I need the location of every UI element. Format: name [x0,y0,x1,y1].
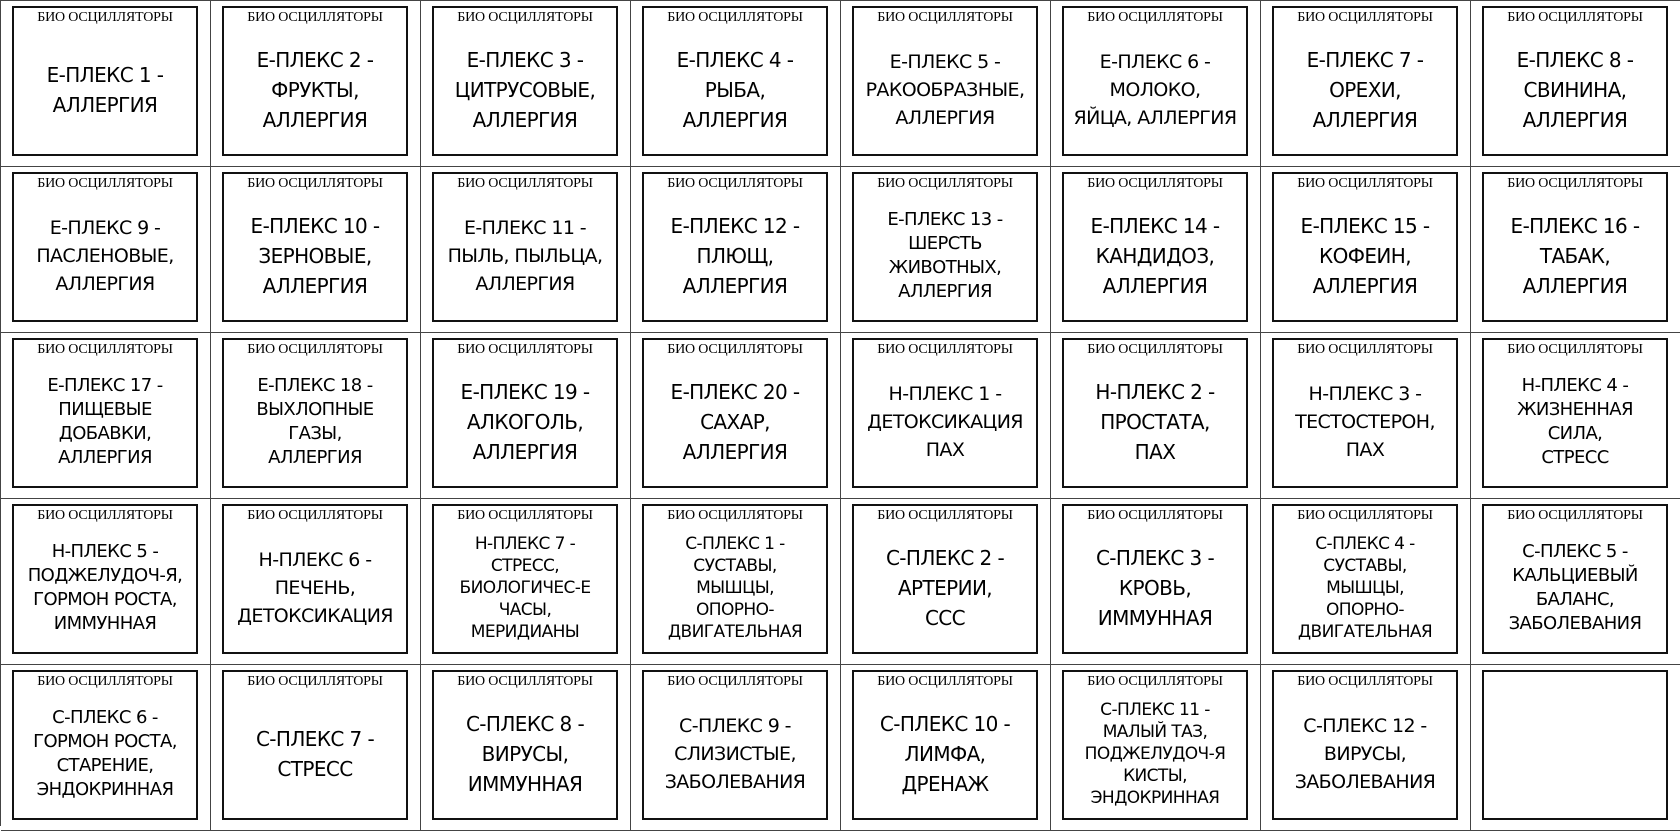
label-card [432,504,618,654]
label-cell [1471,665,1680,831]
label-card [1482,6,1668,156]
label-cell [1051,1,1261,167]
label-brand: БИО ОСЦИЛЛЯТОРЫ [37,674,173,689]
label-cell [211,1,421,167]
label-brand: БИО ОСЦИЛЛЯТОРЫ [457,674,593,689]
label-name: С-ПЛЕКС 4 - СУСТАВЫ, МЫШЦЫ, ОПОРНО- ДВИГАТЕЛЬНАЯ [1297,534,1433,642]
label-brand: БИО ОСЦИЛЛЯТОРЫ [1087,508,1223,523]
label-name: Н-ПЛЕКС 2 - ПРОСТАТА, ПАХ [1095,380,1215,464]
label-brand: БИО ОСЦИЛЛЯТОРЫ [667,342,803,357]
label-brand: БИО ОСЦИЛЛЯТОРЫ [877,176,1013,191]
label-name: Е-ПЛЕКС 18 - ВЫХЛОПНЫЕ ГАЗЫ, АЛЛЕРГИЯ [256,375,374,468]
label-brand: БИО ОСЦИЛЛЯТОРЫ [1087,10,1223,25]
label-cell [1261,167,1471,333]
label-card [222,6,408,156]
label-cell [1261,665,1471,831]
label-card [852,6,1038,156]
label-name: Е-ПЛЕКС 20 - САХАР, АЛЛЕРГИЯ [670,380,800,464]
label-brand: БИО ОСЦИЛЛЯТОРЫ [1297,10,1433,25]
label-name: Е-ПЛЕКС 1 - АЛЛЕРГИЯ [46,63,164,117]
label-card [1482,172,1668,322]
label-card [642,6,828,156]
label-cell [421,333,631,499]
label-name: С-ПЛЕКС 6 - ГОРМОН РОСТА, СТАРЕНИЕ, ЭНДОКРИННАЯ [33,707,177,800]
label-brand: БИО ОСЦИЛЛЯТОРЫ [877,674,1013,689]
label-cell [841,167,1051,333]
label-name: С-ПЛЕКС 2 - АРТЕРИИ, ССС [885,546,1005,630]
label-card [222,670,408,820]
label-card [1482,338,1668,488]
label-cell [631,333,841,499]
label-name: С-ПЛЕКС 5 - КАЛЬЦИЕВЫЙ БАЛАНС, ЗАБОЛЕВАНИЯ [1508,541,1642,634]
label-card [222,338,408,488]
label-brand: БИО ОСЦИЛЛЯТОРЫ [1507,342,1643,357]
label-name: Е-ПЛЕКС 2 - ФРУКТЫ, АЛЛЕРГИЯ [256,48,374,132]
label-card [432,338,618,488]
label-card [642,172,828,322]
label-name: С-ПЛЕКС 10 - ЛИМФА, ДРЕНАЖ [879,712,1011,796]
label-name: Е-ПЛЕКС 9 - ПАСЛЕНОВЫЕ, АЛЛЕРГИЯ [36,217,174,295]
label-brand: БИО ОСЦИЛЛЯТОРЫ [247,10,383,25]
label-cell [841,499,1051,665]
label-brand: БИО ОСЦИЛЛЯТОРЫ [247,342,383,357]
label-cell [1051,333,1261,499]
label-name: Е-ПЛЕКС 5 - РАКООБРАЗНЫЕ, АЛЛЕРГИЯ [865,51,1025,129]
label-cell [631,1,841,167]
label-brand: БИО ОСЦИЛЛЯТОРЫ [877,508,1013,523]
label-name: Н-ПЛЕКС 3 - ТЕСТОСТЕРОН, ПАХ [1295,383,1435,461]
label-brand: БИО ОСЦИЛЛЯТОРЫ [877,342,1013,357]
label-cell [841,1,1051,167]
label-card [1062,172,1248,322]
label-card [222,172,408,322]
label-cell [211,665,421,831]
label-name: С-ПЛЕКС 8 - ВИРУСЫ, ИММУННАЯ [465,712,585,796]
label-brand: БИО ОСЦИЛЛЯТОРЫ [1087,176,1223,191]
label-name: Н-ПЛЕКС 5 - ПОДЖЕЛУДОЧ-Я, ГОРМОН РОСТА, ИММУННАЯ [27,541,183,634]
label-cell [1,1,211,167]
label-card [432,172,618,322]
label-card [1062,670,1248,820]
label-cell [421,665,631,831]
label-name: Е-ПЛЕКС 17 - ПИЩЕВЫЕ ДОБАВКИ, АЛЛЕРГИЯ [47,375,163,468]
label-brand: БИО ОСЦИЛЛЯТОРЫ [1087,674,1223,689]
label-card [1062,6,1248,156]
label-brand: БИО ОСЦИЛЛЯТОРЫ [457,508,593,523]
label-brand: БИО ОСЦИЛЛЯТОРЫ [1087,342,1223,357]
label-card [12,504,198,654]
label-card [1062,504,1248,654]
label-card [1272,670,1458,820]
label-name: Н-ПЛЕКС 4 - ЖИЗНЕННАЯ СИЛА, СТРЕСС [1517,375,1633,468]
label-brand: БИО ОСЦИЛЛЯТОРЫ [457,342,593,357]
label-cell [421,1,631,167]
label-brand: БИО ОСЦИЛЛЯТОРЫ [1297,176,1433,191]
label-cell [1,167,211,333]
label-card [12,172,198,322]
label-cell [1471,167,1680,333]
label-cell [1261,333,1471,499]
label-name: Н-ПЛЕКС 6 - ПЕЧЕНЬ, ДЕТОКСИКАЦИЯ [237,549,393,627]
label-brand: БИО ОСЦИЛЛЯТОРЫ [667,508,803,523]
label-name: Е-ПЛЕКС 4 - РЫБА, АЛЛЕРГИЯ [676,48,794,132]
label-cell [1,665,211,831]
label-brand: БИО ОСЦИЛЛЯТОРЫ [457,176,593,191]
label-name: С-ПЛЕКС 1 - СУСТАВЫ, МЫШЦЫ, ОПОРНО- ДВИГАТЕЛЬНАЯ [667,534,803,642]
label-name: Е-ПЛЕКС 8 - СВИНИНА, АЛЛЕРГИЯ [1516,48,1634,132]
label-brand: БИО ОСЦИЛЛЯТОРЫ [1507,176,1643,191]
label-cell [1051,665,1261,831]
label-cell [1471,333,1680,499]
label-card [432,6,618,156]
label-name: Е-ПЛЕКС 13 - ШЕРСТЬ ЖИВОТНЫХ, АЛЛЕРГИЯ [887,209,1003,302]
label-brand: БИО ОСЦИЛЛЯТОРЫ [247,508,383,523]
label-name: Е-ПЛЕКС 11 - ПЫЛЬ, ПЫЛЬЦА, АЛЛЕРГИЯ [447,217,603,295]
label-brand: БИО ОСЦИЛЛЯТОРЫ [1297,342,1433,357]
label-cell [211,333,421,499]
label-name: Н-ПЛЕКС 7 - СТРЕСС, БИОЛОГИЧЕС-Е ЧАСЫ, МЕРИДИАНЫ [459,534,591,642]
label-cell [1261,1,1471,167]
label-card [642,504,828,654]
label-name: Е-ПЛЕКС 19 - АЛКОГОЛЬ, АЛЛЕРГИЯ [460,380,590,464]
label-name: С-ПЛЕКС 7 - СТРЕСС [255,727,375,781]
label-name: Е-ПЛЕКС 3 - ЦИТРУСОВЫЕ, АЛЛЕРГИЯ [454,48,596,132]
label-name: Е-ПЛЕКС 12 - ПЛЮЩ, АЛЛЕРГИЯ [670,214,800,298]
label-name: Е-ПЛЕКС 6 - МОЛОКО, ЯЙЦА, АЛЛЕРГИЯ [1073,51,1237,129]
label-brand: БИО ОСЦИЛЛЯТОРЫ [37,10,173,25]
label-cell [841,665,1051,831]
label-brand: БИО ОСЦИЛЛЯТОРЫ [667,176,803,191]
label-name: Е-ПЛЕКС 7 - ОРЕХИ, АЛЛЕРГИЯ [1306,48,1424,132]
label-card [1272,504,1458,654]
label-brand: БИО ОСЦИЛЛЯТОРЫ [877,10,1013,25]
label-brand: БИО ОСЦИЛЛЯТОРЫ [247,674,383,689]
label-name: С-ПЛЕКС 3 - КРОВЬ, ИММУННАЯ [1095,546,1215,630]
label-brand: БИО ОСЦИЛЛЯТОРЫ [667,10,803,25]
label-name: С-ПЛЕКС 11 - МАЛЫЙ ТАЗ, ПОДЖЕЛУДОЧ-Я КИСТЫ, ЭНДОКРИННАЯ [1084,700,1226,808]
label-brand: БИО ОСЦИЛЛЯТОРЫ [457,10,593,25]
label-brand: БИО ОСЦИЛЛЯТОРЫ [667,674,803,689]
label-card [432,670,618,820]
label-brand: БИО ОСЦИЛЛЯТОРЫ [247,176,383,191]
label-name: С-ПЛЕКС 12 - ВИРУСЫ, ЗАБОЛЕВАНИЯ [1294,715,1436,793]
label-name: Н-ПЛЕКС 1 - ДЕТОКСИКАЦИЯ ПАХ [867,383,1023,461]
label-cell [841,333,1051,499]
label-card [852,338,1038,488]
label-name: Е-ПЛЕКС 15 - КОФЕИН, АЛЛЕРГИЯ [1300,214,1430,298]
label-cell [1051,167,1261,333]
label-brand: БИО ОСЦИЛЛЯТОРЫ [1297,674,1433,689]
label-card [642,670,828,820]
label-card [1272,172,1458,322]
label-cell [421,499,631,665]
label-card [12,338,198,488]
label-cell [631,499,841,665]
label-name: Е-ПЛЕКС 16 - ТАБАК, АЛЛЕРГИЯ [1510,214,1640,298]
label-brand: БИО ОСЦИЛЛЯТОРЫ [37,508,173,523]
label-card [12,6,198,156]
label-card [852,670,1038,820]
label-cell [1,333,211,499]
label-card [222,504,408,654]
label-cell [1471,499,1680,665]
label-card [1062,338,1248,488]
label-cell [421,167,631,333]
label-brand: БИО ОСЦИЛЛЯТОРЫ [1507,10,1643,25]
label-cell [211,167,421,333]
label-cell [1051,499,1261,665]
label-card [1272,6,1458,156]
label-card [852,504,1038,654]
label-name: С-ПЛЕКС 9 - СЛИЗИСТЫЕ, ЗАБОЛЕВАНИЯ [664,715,806,793]
label-name: Е-ПЛЕКС 14 - КАНДИДОЗ, АЛЛЕРГИЯ [1090,214,1220,298]
label-card-empty [1482,670,1668,820]
label-cell [631,167,841,333]
label-name [1484,674,1666,818]
label-brand: БИО ОСЦИЛЛЯТОРЫ [1507,508,1643,523]
label-cell [1,499,211,665]
label-cell [211,499,421,665]
label-name: Е-ПЛЕКС 10 - ЗЕРНОВЫЕ, АЛЛЕРГИЯ [250,214,380,298]
label-cell [1261,499,1471,665]
label-cell [631,665,841,831]
label-card [852,172,1038,322]
label-brand: БИО ОСЦИЛЛЯТОРЫ [37,176,173,191]
label-cell [1471,1,1680,167]
label-card [12,670,198,820]
label-brand: БИО ОСЦИЛЛЯТОРЫ [37,342,173,357]
label-card [1482,504,1668,654]
label-brand: БИО ОСЦИЛЛЯТОРЫ [1297,508,1433,523]
label-card [642,338,828,488]
label-card [1272,338,1458,488]
